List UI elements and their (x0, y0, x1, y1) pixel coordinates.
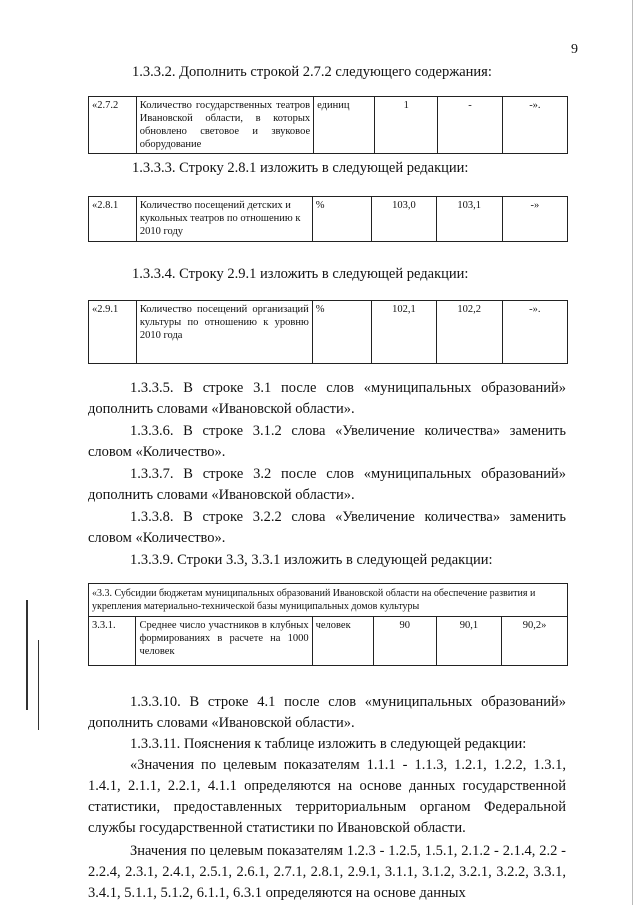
heading-1333: 1.3.3.3. Строку 2.8.1 изложить в следующей редакции: (132, 160, 469, 176)
row-code: «2.8.1 (89, 197, 137, 242)
row-value-1: 1 (375, 97, 438, 154)
row-unit: % (312, 197, 372, 242)
quote-paragraph-2: Значения по целевым показателям 1.2.3 - 1.2.5, 1.5.1, 2.1.2 - 2.1.4, 2.2 - 2.2.4, 2.3.1, 2.4.1, 2.5.1, 2.6.1, 2.7.1, 2.8.1, 2.9.1, 3.1.1, 3.1.2, 3.2.1, 3.2.2, 3.3.1, 3.4.1, 5.1.1, 5.1.2, 6.1.1, 6.3.1 определяются на основе данных (88, 843, 566, 901)
heading-1332: 1.3.3.2. Дополнить строкой 2.7.2 следующего содержания: (132, 64, 492, 80)
row-name: Количество посещений организаций культуры по отношению к уровню 2010 года (136, 301, 312, 364)
row-unit: % (312, 301, 371, 364)
row-value-1: 90 (373, 617, 436, 666)
scan-edge-line (632, 0, 633, 905)
table-row-3-3 (88, 583, 568, 666)
table-row-2-9-1 (88, 300, 568, 364)
row-unit: единиц (314, 97, 375, 154)
quote-paragraph-1: «Значения по целевым показателям 1.1.1 - 1.1.3, 1.2.1, 1.2.2, 1.3.1, 1.4.1, 2.1.1, 2.2.1, 4.1.1 определяются на основе данных государственной статистики, предоставленных территориальным органом Федеральной службы государственной статистики по Ивановской области. (88, 757, 566, 836)
row-code: 3.3.1. (89, 617, 136, 666)
row-value-1: 103,0 (372, 197, 436, 242)
paragraph-1336: 1.3.3.6. В строке 3.1.2 слова «Увеличение количества» заменить словом «Количество». (88, 423, 566, 460)
scan-margin-mark (26, 600, 28, 710)
row-value-1: 102,1 (372, 301, 436, 364)
paragraph-1338: 1.3.3.8. В строке 3.2.2 слова «Увеличение количества» заменить словом «Количество». (88, 509, 566, 546)
row-value-2: 103,1 (436, 197, 502, 242)
paragraph-1335: 1.3.3.5. В строке 3.1 после слов «муниципальных образований» дополнить словами «Ивановской области». (88, 380, 566, 417)
scan-margin-mark (38, 640, 39, 730)
row-value-2: - (438, 97, 503, 154)
paragraph-1339: 1.3.3.9. Строки 3.3, 3.3.1 изложить в следующей редакции: (130, 552, 493, 568)
row-unit: человек (312, 617, 373, 666)
row-name: Количество государственных театров Ивановской области, в которых обновлено световое и звуковое оборудование (136, 97, 313, 154)
heading-1334: 1.3.3.4. Строку 2.9.1 изложить в следующей редакции: (132, 266, 469, 282)
page-number: 9 (571, 42, 578, 57)
table-row-2-7-2 (88, 96, 568, 154)
row-name: Количество посещений детских и кукольных театров по отношению к 2010 году (136, 197, 312, 242)
row-value-3: -». (502, 97, 567, 154)
row-header-3-3: «3.3. Субсидии бюджетам муниципальных образований Ивановской области на обеспечение развития и укрепления материально-технической базы муниципальных домов культуры (89, 584, 568, 617)
row-value-3: -» (502, 197, 567, 242)
row-value-2: 102,2 (436, 301, 502, 364)
row-value-3: -». (502, 301, 567, 364)
paragraph-13311: 1.3.3.11. Пояснения к таблице изложить в следующей редакции: (130, 736, 527, 752)
row-value-3: 90,2» (502, 617, 568, 666)
table-row-2-8-1 (88, 196, 568, 242)
row-code: «2.9.1 (89, 301, 137, 364)
row-code: «2.7.2 (89, 97, 137, 154)
row-name: Среднее число участников в клубных формированиях в расчете на 1000 человек (136, 617, 312, 666)
paragraph-13310: 1.3.3.10. В строке 4.1 после слов «муниципальных образований» дополнить словами «Ивановской области». (88, 694, 566, 731)
paragraph-1337: 1.3.3.7. В строке 3.2 после слов «муниципальных образований» дополнить словами «Ивановской области». (88, 466, 566, 503)
row-value-2: 90,1 (436, 617, 501, 666)
